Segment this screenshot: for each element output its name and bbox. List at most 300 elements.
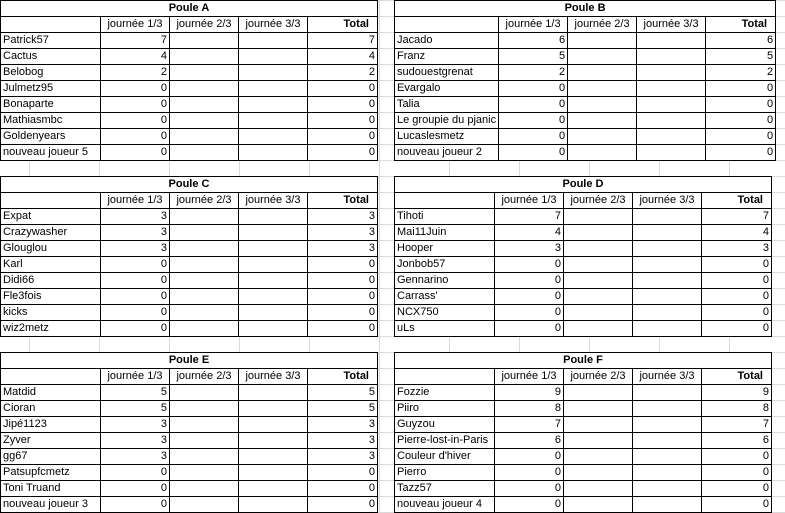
score-day2-cell[interactable] — [170, 145, 239, 161]
score-day2-cell[interactable] — [568, 97, 637, 113]
poule-table-d — [394, 176, 772, 337]
player-name-cell[interactable]: Mathiasmbc — [1, 113, 101, 129]
score-day2-cell[interactable] — [170, 481, 239, 497]
player-row — [1, 289, 378, 305]
header-day1[interactable]: journée 1/3 — [499, 17, 568, 33]
player-name-cell[interactable]: Bonaparte — [1, 97, 101, 113]
total-cell[interactable]: 0 — [308, 97, 378, 113]
player-name-cell[interactable]: Piiro — [395, 401, 495, 417]
score-day2-cell[interactable] — [564, 481, 633, 497]
score-day1-cell[interactable]: 0 — [495, 273, 564, 289]
total-cell[interactable]: 0 — [702, 497, 772, 513]
player-name-cell[interactable]: nouveau joueur 4 — [395, 497, 495, 513]
player-name-cell[interactable]: Toni Truand — [1, 481, 101, 497]
player-name-cell[interactable]: Gennarino — [395, 273, 495, 289]
poule-table-b — [394, 0, 776, 161]
header-day3[interactable]: journée 3/3 — [633, 193, 702, 209]
header-day3[interactable]: journée 3/3 — [239, 193, 308, 209]
score-day3-cell[interactable] — [637, 49, 706, 65]
player-name-cell[interactable]: Matdid — [1, 385, 101, 401]
player-name-cell[interactable]: gg67 — [1, 449, 101, 465]
score-day1-cell[interactable]: 7 — [495, 417, 564, 433]
player-name-cell[interactable]: Talia — [395, 97, 499, 113]
score-day2-cell[interactable] — [170, 321, 239, 337]
header-total[interactable]: Total — [308, 193, 378, 209]
player-name-cell[interactable]: Glouglou — [1, 241, 101, 257]
player-name-cell[interactable]: Expat — [1, 209, 101, 225]
score-day1-cell[interactable]: 0 — [101, 81, 170, 97]
total-cell[interactable]: 0 — [706, 129, 776, 145]
total-cell[interactable]: 2 — [308, 65, 378, 81]
score-day3-cell[interactable] — [633, 257, 702, 273]
score-day1-cell[interactable]: 0 — [499, 129, 568, 145]
player-name-cell[interactable]: Jacado — [395, 33, 499, 49]
player-name-cell[interactable]: uLs — [395, 321, 495, 337]
score-day2-cell[interactable] — [170, 65, 239, 81]
header-day3[interactable]: journée 3/3 — [633, 369, 702, 385]
score-day1-cell[interactable]: 8 — [495, 401, 564, 417]
player-name-cell[interactable]: Jipé1123 — [1, 417, 101, 433]
score-day3-cell[interactable] — [239, 65, 308, 81]
poule-title[interactable]: Poule B — [395, 1, 776, 17]
player-name-cell[interactable]: Crazywasher — [1, 225, 101, 241]
score-day3-cell[interactable] — [239, 273, 308, 289]
header-day1[interactable]: journée 1/3 — [101, 369, 170, 385]
score-day2-cell[interactable] — [170, 497, 239, 513]
player-row — [395, 97, 776, 113]
header-cell-empty[interactable] — [1, 193, 101, 209]
player-name-cell[interactable]: Pierro — [395, 465, 495, 481]
total-cell[interactable]: 5 — [706, 49, 776, 65]
score-day2-cell[interactable] — [170, 33, 239, 49]
total-cell[interactable]: 7 — [702, 209, 772, 225]
score-day3-cell[interactable] — [239, 433, 308, 449]
score-day3-cell[interactable] — [633, 321, 702, 337]
player-name-cell[interactable]: Le groupie du pjanic — [395, 113, 499, 129]
score-day2-cell[interactable] — [170, 465, 239, 481]
total-cell[interactable]: 0 — [702, 465, 772, 481]
header-cell-empty[interactable] — [1, 17, 101, 33]
player-row — [1, 417, 378, 433]
total-cell[interactable]: 9 — [702, 385, 772, 401]
score-day1-cell[interactable]: 3 — [101, 433, 170, 449]
score-day3-cell[interactable] — [633, 465, 702, 481]
total-cell[interactable]: 3 — [308, 417, 378, 433]
score-day3-cell[interactable] — [239, 481, 308, 497]
score-day1-cell[interactable]: 0 — [101, 97, 170, 113]
score-day1-cell[interactable]: 0 — [101, 305, 170, 321]
player-name-cell[interactable]: Cactus — [1, 49, 101, 65]
score-day3-cell[interactable] — [633, 401, 702, 417]
score-day2-cell[interactable] — [170, 113, 239, 129]
score-day3-cell[interactable] — [239, 97, 308, 113]
score-day1-cell[interactable]: 3 — [101, 225, 170, 241]
header-total[interactable]: Total — [308, 17, 378, 33]
score-day2-cell[interactable] — [564, 225, 633, 241]
score-day3-cell[interactable] — [637, 145, 706, 161]
total-cell[interactable]: 0 — [702, 481, 772, 497]
player-name-cell[interactable]: Patsupfcmetz — [1, 465, 101, 481]
score-day2-cell[interactable] — [170, 97, 239, 113]
score-day3-cell[interactable] — [633, 209, 702, 225]
total-cell[interactable]: 0 — [702, 257, 772, 273]
total-cell[interactable]: 0 — [308, 81, 378, 97]
total-cell[interactable]: 0 — [706, 97, 776, 113]
score-day2-cell[interactable] — [170, 401, 239, 417]
score-day1-cell[interactable]: 0 — [495, 449, 564, 465]
player-row — [1, 433, 378, 449]
score-day1-cell[interactable]: 0 — [499, 81, 568, 97]
header-day1[interactable]: journée 1/3 — [101, 17, 170, 33]
total-cell[interactable]: 0 — [706, 145, 776, 161]
total-cell[interactable]: 0 — [702, 449, 772, 465]
total-cell[interactable]: 3 — [308, 225, 378, 241]
total-cell[interactable]: 3 — [308, 209, 378, 225]
player-name-cell[interactable]: sudouestgrenat — [395, 65, 499, 81]
score-day2-cell[interactable] — [564, 465, 633, 481]
score-day1-cell[interactable]: 0 — [101, 289, 170, 305]
score-day2-cell[interactable] — [564, 417, 633, 433]
score-day3-cell[interactable] — [239, 49, 308, 65]
score-day3-cell[interactable] — [633, 497, 702, 513]
player-name-cell[interactable]: Cioran — [1, 401, 101, 417]
score-day3-cell[interactable] — [239, 129, 308, 145]
poule-title[interactable]: Poule C — [1, 177, 378, 193]
header-cell-empty[interactable] — [1, 369, 101, 385]
score-day1-cell[interactable]: 0 — [101, 257, 170, 273]
score-day1-cell[interactable]: 0 — [101, 129, 170, 145]
score-day1-cell[interactable]: 5 — [101, 385, 170, 401]
player-name-cell[interactable]: Jonbob57 — [395, 257, 495, 273]
score-day2-cell[interactable] — [170, 257, 239, 273]
score-day3-cell[interactable] — [239, 385, 308, 401]
player-name-cell[interactable]: NCX750 — [395, 305, 495, 321]
player-name-cell[interactable]: Julmetz95 — [1, 81, 101, 97]
score-day3-cell[interactable] — [637, 33, 706, 49]
player-name-cell[interactable]: nouveau joueur 5 — [1, 145, 101, 161]
total-cell[interactable]: 0 — [308, 257, 378, 273]
total-cell[interactable]: 0 — [308, 273, 378, 289]
player-name-cell[interactable]: Pierre-lost-in-Paris — [395, 433, 495, 449]
score-day3-cell[interactable] — [633, 289, 702, 305]
total-cell[interactable]: 3 — [308, 433, 378, 449]
score-day1-cell[interactable]: 0 — [499, 97, 568, 113]
score-day2-cell[interactable] — [568, 145, 637, 161]
score-day3-cell[interactable] — [633, 433, 702, 449]
player-name-cell[interactable]: Couleur d'hiver — [395, 449, 495, 465]
header-cell-empty[interactable] — [395, 193, 495, 209]
poule-title-row — [395, 177, 772, 193]
poule-title-row — [1, 1, 378, 17]
player-name-cell[interactable]: kicks — [1, 305, 101, 321]
score-day1-cell[interactable]: 7 — [495, 209, 564, 225]
score-day2-cell[interactable] — [170, 417, 239, 433]
score-day2-cell[interactable] — [564, 433, 633, 449]
score-day3-cell[interactable] — [633, 225, 702, 241]
score-day3-cell[interactable] — [239, 401, 308, 417]
header-day1[interactable]: journée 1/3 — [495, 193, 564, 209]
score-day2-cell[interactable] — [568, 33, 637, 49]
score-day2-cell[interactable] — [170, 129, 239, 145]
score-day2-cell[interactable] — [564, 497, 633, 513]
player-row — [1, 241, 378, 257]
player-row — [395, 49, 776, 65]
total-cell[interactable]: 0 — [308, 321, 378, 337]
header-day1[interactable]: journée 1/3 — [101, 193, 170, 209]
score-day2-cell[interactable] — [564, 305, 633, 321]
player-row — [395, 241, 772, 257]
player-name-cell[interactable]: Zyver — [1, 433, 101, 449]
score-day1-cell[interactable]: 0 — [101, 321, 170, 337]
score-day3-cell[interactable] — [239, 241, 308, 257]
score-day3-cell[interactable] — [239, 113, 308, 129]
score-day3-cell[interactable] — [239, 449, 308, 465]
score-day1-cell[interactable]: 6 — [499, 33, 568, 49]
player-name-cell[interactable]: Guyzou — [395, 417, 495, 433]
score-day1-cell[interactable]: 7 — [101, 33, 170, 49]
score-day3-cell[interactable] — [637, 129, 706, 145]
total-cell[interactable]: 5 — [308, 401, 378, 417]
player-name-cell[interactable]: nouveau joueur 3 — [1, 497, 101, 513]
score-day1-cell[interactable]: 0 — [101, 481, 170, 497]
total-cell[interactable]: 0 — [706, 81, 776, 97]
poule-title[interactable]: Poule D — [395, 177, 772, 193]
player-name-cell[interactable]: Fle3fois — [1, 289, 101, 305]
player-name-cell[interactable]: Evargalo — [395, 81, 499, 97]
score-day2-cell[interactable] — [568, 65, 637, 81]
score-day1-cell[interactable]: 3 — [101, 209, 170, 225]
player-name-cell[interactable]: Hooper — [395, 241, 495, 257]
player-name-cell[interactable]: Karl — [1, 257, 101, 273]
score-day1-cell[interactable]: 0 — [101, 497, 170, 513]
score-day3-cell[interactable] — [239, 33, 308, 49]
score-day1-cell[interactable]: 0 — [101, 465, 170, 481]
player-name-cell[interactable]: Franz — [395, 49, 499, 65]
score-day1-cell[interactable]: 5 — [499, 49, 568, 65]
player-row — [395, 113, 776, 129]
score-day3-cell[interactable] — [637, 113, 706, 129]
header-day2[interactable]: journée 2/3 — [564, 369, 633, 385]
total-cell[interactable]: 0 — [308, 465, 378, 481]
total-cell[interactable]: 4 — [308, 49, 378, 65]
total-cell[interactable]: 7 — [308, 33, 378, 49]
total-cell[interactable]: 3 — [308, 449, 378, 465]
header-row — [395, 17, 776, 33]
total-cell[interactable]: 5 — [308, 385, 378, 401]
score-day3-cell[interactable] — [239, 305, 308, 321]
score-day3-cell[interactable] — [239, 209, 308, 225]
total-cell[interactable]: 0 — [702, 321, 772, 337]
total-cell[interactable]: 0 — [702, 305, 772, 321]
score-day2-cell[interactable] — [564, 289, 633, 305]
score-day2-cell[interactable] — [564, 273, 633, 289]
score-day1-cell[interactable]: 0 — [495, 305, 564, 321]
header-total[interactable]: Total — [706, 17, 776, 33]
score-day2-cell[interactable] — [564, 321, 633, 337]
score-day2-cell[interactable] — [170, 49, 239, 65]
player-row — [1, 497, 378, 513]
score-day1-cell[interactable]: 3 — [101, 417, 170, 433]
header-day2[interactable]: journée 2/3 — [568, 17, 637, 33]
score-day3-cell[interactable] — [633, 241, 702, 257]
player-row — [395, 129, 776, 145]
score-day2-cell[interactable] — [170, 305, 239, 321]
score-day2-cell[interactable] — [564, 241, 633, 257]
score-day3-cell[interactable] — [637, 81, 706, 97]
total-cell[interactable]: 2 — [706, 65, 776, 81]
score-day1-cell[interactable]: 0 — [499, 113, 568, 129]
total-cell[interactable]: 0 — [308, 305, 378, 321]
score-day1-cell[interactable]: 0 — [495, 497, 564, 513]
header-day2[interactable]: journée 2/3 — [170, 17, 239, 33]
player-name-cell[interactable]: wiz2metz — [1, 321, 101, 337]
score-day3-cell[interactable] — [239, 417, 308, 433]
header-cell-empty[interactable] — [395, 17, 499, 33]
total-cell[interactable]: 7 — [702, 417, 772, 433]
score-day3-cell[interactable] — [239, 465, 308, 481]
score-day3-cell[interactable] — [633, 449, 702, 465]
player-row — [395, 417, 772, 433]
score-day2-cell[interactable] — [170, 81, 239, 97]
player-row — [395, 289, 772, 305]
total-cell[interactable]: 0 — [308, 497, 378, 513]
score-day3-cell[interactable] — [239, 81, 308, 97]
score-day2-cell[interactable] — [564, 449, 633, 465]
score-day3-cell[interactable] — [633, 385, 702, 401]
score-day2-cell[interactable] — [170, 225, 239, 241]
score-day1-cell[interactable]: 5 — [101, 401, 170, 417]
player-row — [395, 433, 772, 449]
score-day2-cell[interactable] — [568, 49, 637, 65]
score-day3-cell[interactable] — [239, 257, 308, 273]
score-day1-cell[interactable]: 0 — [495, 257, 564, 273]
score-day1-cell[interactable]: 0 — [101, 113, 170, 129]
score-day1-cell[interactable]: 0 — [101, 273, 170, 289]
player-name-cell[interactable]: Goldenyears — [1, 129, 101, 145]
score-day3-cell[interactable] — [633, 305, 702, 321]
score-day2-cell[interactable] — [568, 113, 637, 129]
score-day2-cell[interactable] — [568, 81, 637, 97]
score-day3-cell[interactable] — [633, 481, 702, 497]
score-day1-cell[interactable]: 3 — [101, 241, 170, 257]
header-day3[interactable]: journée 3/3 — [239, 369, 308, 385]
header-day3[interactable]: journée 3/3 — [239, 17, 308, 33]
total-cell[interactable]: 4 — [702, 225, 772, 241]
poule-title[interactable]: Poule F — [395, 353, 772, 369]
score-day3-cell[interactable] — [633, 273, 702, 289]
player-row — [395, 225, 772, 241]
score-day2-cell[interactable] — [170, 433, 239, 449]
score-day1-cell[interactable]: 3 — [495, 241, 564, 257]
score-day1-cell[interactable]: 4 — [495, 225, 564, 241]
player-name-cell[interactable]: Mai11Juin — [395, 225, 495, 241]
score-day1-cell[interactable]: 0 — [101, 145, 170, 161]
score-day1-cell[interactable]: 4 — [101, 49, 170, 65]
score-day1-cell[interactable]: 2 — [101, 65, 170, 81]
score-day1-cell[interactable]: 0 — [495, 289, 564, 305]
score-day1-cell[interactable]: 0 — [495, 465, 564, 481]
score-day2-cell[interactable] — [170, 273, 239, 289]
player-name-cell[interactable]: Patrick57 — [1, 33, 101, 49]
score-day2-cell[interactable] — [170, 289, 239, 305]
header-day2[interactable]: journée 2/3 — [564, 193, 633, 209]
player-row — [1, 321, 378, 337]
player-name-cell[interactable]: Didi66 — [1, 273, 101, 289]
score-day3-cell[interactable] — [239, 145, 308, 161]
score-day2-cell[interactable] — [170, 449, 239, 465]
score-day1-cell[interactable]: 0 — [499, 145, 568, 161]
score-day2-cell[interactable] — [564, 401, 633, 417]
player-name-cell[interactable]: Fozzie — [395, 385, 495, 401]
score-day1-cell[interactable]: 2 — [499, 65, 568, 81]
header-day1[interactable]: journée 1/3 — [495, 369, 564, 385]
total-cell[interactable]: 0 — [706, 113, 776, 129]
total-cell[interactable]: 0 — [308, 145, 378, 161]
score-day1-cell[interactable]: 0 — [495, 481, 564, 497]
player-row — [395, 273, 772, 289]
total-cell[interactable]: 0 — [702, 273, 772, 289]
score-day3-cell[interactable] — [239, 289, 308, 305]
total-cell[interactable]: 0 — [308, 129, 378, 145]
score-day2-cell[interactable] — [568, 129, 637, 145]
poule-title[interactable]: Poule E — [1, 353, 378, 369]
player-name-cell[interactable]: Carrass' — [395, 289, 495, 305]
player-name-cell[interactable]: Tazz57 — [395, 481, 495, 497]
score-day1-cell[interactable]: 6 — [495, 433, 564, 449]
header-total[interactable]: Total — [702, 369, 772, 385]
header-total[interactable]: Total — [308, 369, 378, 385]
player-name-cell[interactable]: Lucaslesmetz — [395, 129, 499, 145]
total-cell[interactable]: 0 — [308, 481, 378, 497]
player-row — [1, 65, 378, 81]
score-day3-cell[interactable] — [637, 65, 706, 81]
score-day2-cell[interactable] — [564, 257, 633, 273]
total-cell[interactable]: 0 — [702, 289, 772, 305]
total-cell[interactable]: 3 — [308, 241, 378, 257]
score-day2-cell[interactable] — [564, 385, 633, 401]
score-day2-cell[interactable] — [170, 241, 239, 257]
header-day2[interactable]: journée 2/3 — [170, 193, 239, 209]
header-day3[interactable]: journée 3/3 — [637, 17, 706, 33]
total-cell[interactable]: 6 — [702, 433, 772, 449]
score-day2-cell[interactable] — [564, 209, 633, 225]
poule-title[interactable]: Poule A — [1, 1, 378, 17]
player-name-cell[interactable]: nouveau joueur 2 — [395, 145, 499, 161]
score-day3-cell[interactable] — [633, 417, 702, 433]
player-row — [395, 321, 772, 337]
score-day3-cell[interactable] — [239, 497, 308, 513]
total-cell[interactable]: 6 — [706, 33, 776, 49]
header-cell-empty[interactable] — [395, 369, 495, 385]
score-day1-cell[interactable]: 9 — [495, 385, 564, 401]
header-day2[interactable]: journée 2/3 — [170, 369, 239, 385]
player-name-cell[interactable]: Belobog — [1, 65, 101, 81]
score-day2-cell[interactable] — [170, 209, 239, 225]
score-day3-cell[interactable] — [239, 321, 308, 337]
total-cell[interactable]: 0 — [308, 113, 378, 129]
player-row — [1, 49, 378, 65]
score-day1-cell[interactable]: 3 — [101, 449, 170, 465]
score-day2-cell[interactable] — [170, 385, 239, 401]
total-cell[interactable]: 8 — [702, 401, 772, 417]
score-day3-cell[interactable] — [239, 225, 308, 241]
score-day3-cell[interactable] — [637, 97, 706, 113]
player-name-cell[interactable]: Tihoti — [395, 209, 495, 225]
score-day1-cell[interactable]: 0 — [495, 321, 564, 337]
total-cell[interactable]: 3 — [702, 241, 772, 257]
total-cell[interactable]: 0 — [308, 289, 378, 305]
header-total[interactable]: Total — [702, 193, 772, 209]
